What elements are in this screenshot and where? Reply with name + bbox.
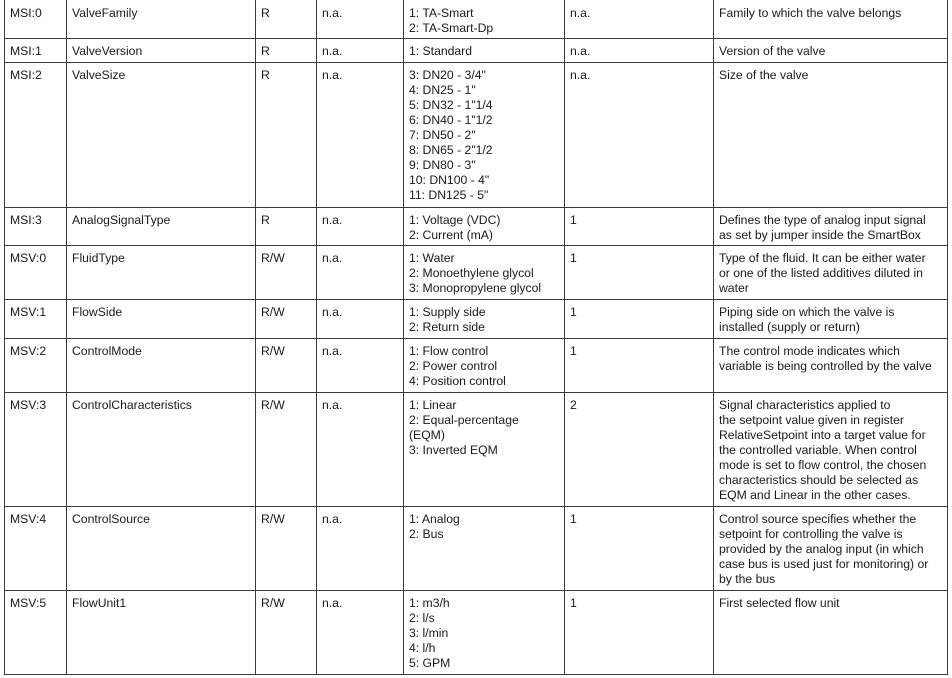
unit-value: n.a.	[322, 398, 343, 412]
value-option: (EQM)	[409, 428, 445, 442]
description-line: water	[719, 281, 749, 295]
default-value: 2	[570, 398, 577, 412]
description-line: Family to which the valve belongs	[719, 6, 902, 20]
register-id-cell	[5, 393, 67, 507]
unit-cell	[317, 507, 404, 591]
description-line: Type of the fluid. It can be either water	[719, 251, 926, 265]
value-option: 4: Position control	[409, 374, 506, 388]
unit-value: n.a.	[322, 213, 343, 227]
access-cell	[256, 300, 317, 339]
value-option: 3: Inverted EQM	[409, 443, 498, 457]
unit-value: n.a.	[322, 305, 343, 319]
unit-cell	[317, 246, 404, 300]
values-cell	[404, 393, 565, 507]
default-cell	[565, 591, 714, 675]
access-cell	[256, 39, 317, 63]
value-option: 4: DN25 - 1"	[409, 83, 476, 97]
value-option: 1: Voltage (VDC)	[409, 213, 501, 227]
register-name: FlowSide	[72, 305, 123, 319]
access-mode: R/W	[261, 596, 285, 610]
register-id: MSV:0	[10, 251, 47, 265]
table-row-msi-0	[5, 0, 948, 39]
access-cell	[256, 339, 317, 393]
table-row-msv-1	[5, 300, 948, 339]
description-cell	[714, 339, 948, 393]
unit-value: n.a.	[322, 512, 343, 526]
table-row-msi-3	[5, 208, 948, 246]
access-mode: R	[261, 68, 270, 82]
access-mode: R	[261, 213, 270, 227]
default-value: 1	[570, 213, 577, 227]
values-cell	[404, 507, 565, 591]
register-id: MSV:4	[10, 512, 47, 526]
default-cell	[565, 393, 714, 507]
register-id-cell	[5, 507, 67, 591]
access-mode: R/W	[261, 512, 285, 526]
access-cell	[256, 63, 317, 208]
unit-value: n.a.	[322, 344, 343, 358]
description-line: the setpoint value given in register	[719, 413, 904, 427]
register-table-container	[4, 0, 948, 675]
description-cell	[714, 63, 948, 208]
unit-cell	[317, 0, 404, 39]
table-row-msv-0	[5, 246, 948, 300]
register-id-cell	[5, 63, 67, 208]
description-line: installed (supply or return)	[719, 320, 860, 334]
register-id: MSI:1	[10, 44, 42, 58]
register-name: FlowUnit1	[72, 596, 127, 610]
register-name: ValveFamily	[72, 6, 138, 20]
value-option: 5: DN32 - 1"1/4	[409, 98, 493, 112]
register-name: ControlCharacteristics	[72, 398, 192, 412]
description-line: Size of the valve	[719, 68, 809, 82]
access-cell	[256, 507, 317, 591]
default-value: 1	[570, 596, 577, 610]
register-id-cell	[5, 39, 67, 63]
description-line: the controlled variable. When control	[719, 443, 917, 457]
value-option: 1: Standard	[409, 44, 473, 58]
default-value: 1	[570, 305, 577, 319]
description-line: mode is set to flow control, the chosen	[719, 458, 927, 472]
values-cell	[404, 208, 565, 246]
access-cell	[256, 591, 317, 675]
value-option: 5: GPM	[409, 656, 451, 670]
value-option: 1: Supply side	[409, 305, 486, 319]
access-cell	[256, 208, 317, 246]
unit-cell	[317, 300, 404, 339]
access-cell	[256, 0, 317, 39]
unit-value: n.a.	[322, 6, 343, 20]
description-cell	[714, 208, 948, 246]
register-name: ValveVersion	[72, 44, 143, 58]
register-name-cell	[67, 339, 256, 393]
access-mode: R	[261, 6, 270, 20]
register-name-cell	[67, 246, 256, 300]
value-option: 1: m3/h	[409, 596, 450, 610]
unit-value: n.a.	[322, 596, 343, 610]
value-option: 2: Monoethylene glycol	[409, 266, 534, 280]
description-line: EQM and Linear in the other cases.	[719, 488, 911, 502]
description-line: setpoint for controlling the valve is	[719, 527, 903, 541]
register-id-cell	[5, 339, 67, 393]
register-name-cell	[67, 0, 256, 39]
description-line: as set by jumper inside the SmartBox	[719, 228, 921, 242]
register-name-cell	[67, 63, 256, 208]
value-option: 2: Power control	[409, 359, 498, 373]
default-value: 1	[570, 512, 577, 526]
description-line: characteristics should be selected as	[719, 473, 919, 487]
value-option: 1: TA-Smart	[409, 6, 474, 20]
description-cell	[714, 0, 948, 39]
default-cell	[565, 339, 714, 393]
description-line: First selected flow unit	[719, 596, 840, 610]
value-option: 8: DN65 - 2"1/2	[409, 143, 493, 157]
register-id-cell	[5, 0, 67, 39]
unit-cell	[317, 393, 404, 507]
table-row-msv-2	[5, 339, 948, 393]
values-cell	[404, 0, 565, 39]
register-name: FluidType	[72, 251, 125, 265]
description-line: Version of the valve	[719, 44, 826, 58]
register-name-cell	[67, 591, 256, 675]
register-id: MSI:0	[10, 6, 42, 20]
value-option: 1: Linear	[409, 398, 457, 412]
value-option: 2: Current (mA)	[409, 228, 493, 242]
unit-cell	[317, 39, 404, 63]
register-id: MSV:3	[10, 398, 47, 412]
table-row-msi-1	[5, 39, 948, 63]
unit-value: n.a.	[322, 44, 343, 58]
value-option: 2: TA-Smart-Dp	[409, 21, 494, 35]
register-name-cell	[67, 208, 256, 246]
register-id: MSV:1	[10, 305, 47, 319]
default-cell	[565, 63, 714, 208]
access-mode: R/W	[261, 251, 285, 265]
access-mode: R/W	[261, 344, 285, 358]
description-cell	[714, 591, 948, 675]
register-id-cell	[5, 208, 67, 246]
values-cell	[404, 591, 565, 675]
access-mode: R	[261, 44, 270, 58]
description-cell	[714, 507, 948, 591]
register-id: MSV:2	[10, 344, 47, 358]
register-table-body	[5, 0, 948, 675]
register-name: ValveSize	[72, 68, 126, 82]
description-line: or one of the listed additives diluted in	[719, 266, 923, 280]
default-cell	[565, 39, 714, 63]
value-option: 7: DN50 - 2"	[409, 128, 476, 142]
value-option: 11: DN125 - 5"	[409, 188, 489, 202]
description-line: case bus is used just for monitoring) or	[719, 557, 929, 571]
register-id-cell	[5, 246, 67, 300]
value-option: 1: Flow control	[409, 344, 489, 358]
value-option: 2: l/s	[409, 611, 435, 625]
default-value: n.a.	[570, 6, 591, 20]
default-value: n.a.	[570, 68, 591, 82]
value-option: 2: Bus	[409, 527, 444, 541]
description-line: Defines the type of analog input signal	[719, 213, 926, 227]
unit-cell	[317, 339, 404, 393]
register-name: ControlMode	[72, 344, 142, 358]
register-table	[4, 0, 948, 675]
register-id-cell	[5, 300, 67, 339]
table-row-msv-5	[5, 591, 948, 675]
values-cell	[404, 339, 565, 393]
description-line: provided by the analog input (in which	[719, 542, 924, 556]
value-option: 3: l/min	[409, 626, 449, 640]
table-row-msv-3	[5, 393, 948, 507]
unit-value: n.a.	[322, 251, 343, 265]
description-line: Signal characteristics applied to	[719, 398, 891, 412]
register-id: MSI:2	[10, 68, 42, 82]
value-option: 10: DN100 - 4"	[409, 173, 490, 187]
table-row-msv-4	[5, 507, 948, 591]
table-row-msi-2	[5, 63, 948, 208]
default-value: 1	[570, 344, 577, 358]
register-id: MSI:3	[10, 213, 42, 227]
default-cell	[565, 507, 714, 591]
default-value: n.a.	[570, 44, 591, 58]
unit-value: n.a.	[322, 68, 343, 82]
default-cell	[565, 246, 714, 300]
register-name-cell	[67, 300, 256, 339]
description-line: RelativeSetpoint into a target value for	[719, 428, 926, 442]
unit-cell	[317, 63, 404, 208]
values-cell	[404, 300, 565, 339]
description-line: Piping side on which the valve is	[719, 305, 895, 319]
description-line: Control source specifies whether the	[719, 512, 917, 526]
value-option: 2: Equal-percentage	[409, 413, 519, 427]
values-cell	[404, 246, 565, 300]
value-option: 4: l/h	[409, 641, 436, 655]
values-cell	[404, 63, 565, 208]
description-cell	[714, 246, 948, 300]
description-cell	[714, 300, 948, 339]
access-cell	[256, 393, 317, 507]
access-mode: R/W	[261, 305, 285, 319]
access-mode: R/W	[261, 398, 285, 412]
description-cell	[714, 39, 948, 63]
register-name-cell	[67, 39, 256, 63]
register-id: MSV:5	[10, 596, 47, 610]
value-option: 9: DN80 - 3"	[409, 158, 476, 172]
values-cell	[404, 39, 565, 63]
unit-cell	[317, 591, 404, 675]
default-cell	[565, 0, 714, 39]
default-value: 1	[570, 251, 577, 265]
default-cell	[565, 300, 714, 339]
description-line: variable is being controlled by the valve	[719, 359, 932, 373]
value-option: 3: DN20 - 3/4"	[409, 68, 486, 82]
description-line: by the bus	[719, 572, 776, 586]
unit-cell	[317, 208, 404, 246]
access-cell	[256, 246, 317, 300]
value-option: 3: Monopropylene glycol	[409, 281, 542, 295]
register-id-cell	[5, 591, 67, 675]
register-name: ControlSource	[72, 512, 150, 526]
default-cell	[565, 208, 714, 246]
description-cell	[714, 393, 948, 507]
register-name-cell	[67, 507, 256, 591]
value-option: 1: Water	[409, 251, 455, 265]
register-name: AnalogSignalType	[72, 213, 171, 227]
value-option: 6: DN40 - 1"1/2	[409, 113, 493, 127]
value-option: 2: Return side	[409, 320, 485, 334]
value-option: 1: Analog	[409, 512, 460, 526]
register-name-cell	[67, 393, 256, 507]
description-line: The control mode indicates which	[719, 344, 900, 358]
